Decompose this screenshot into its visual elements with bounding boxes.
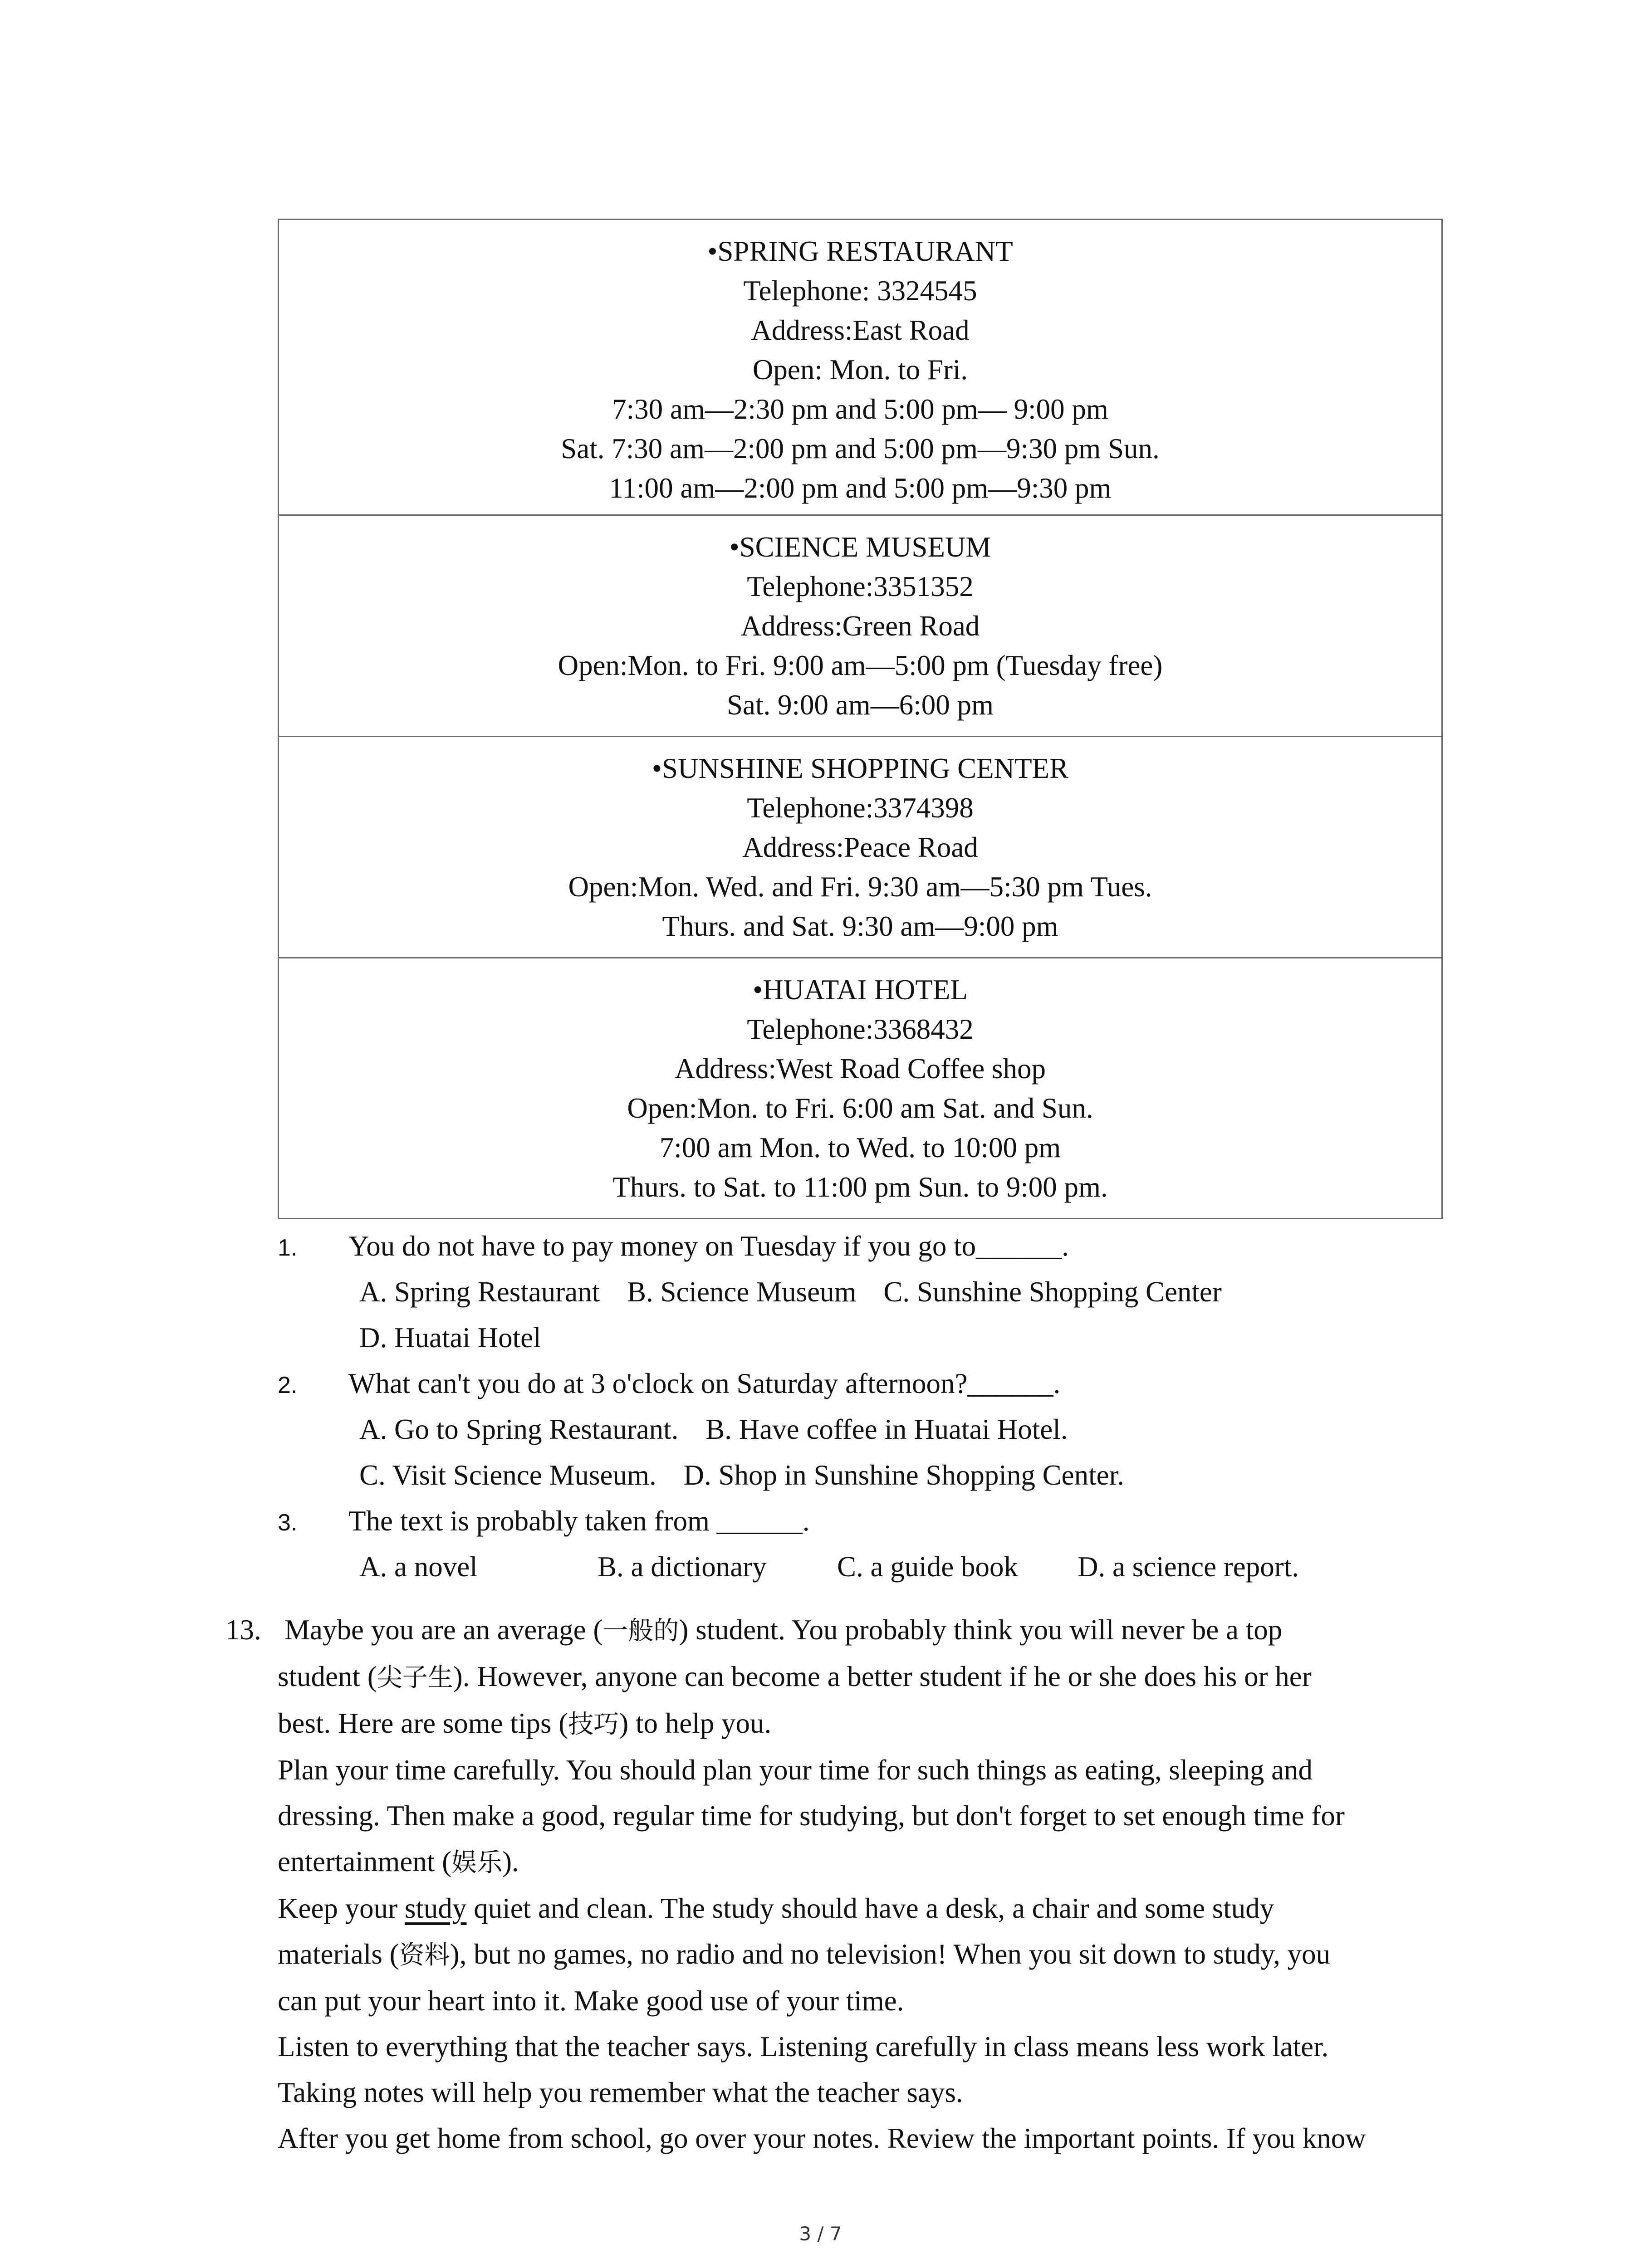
listing-cell xyxy=(279,220,1442,515)
question-2 xyxy=(278,1361,1457,1498)
listing-hours-line: Thurs. and Sat. 9:30 am—9:00 pm xyxy=(662,910,1058,942)
question-number: 3. xyxy=(278,1510,298,1536)
listing-open: Open: Mon. to Fri. xyxy=(752,354,968,386)
option: A. Go to Spring Restaurant. xyxy=(359,1413,679,1445)
passage-line xyxy=(278,1654,1460,1701)
question-text: What can't you do at 3 o'clock on Saturday afternoon?______. xyxy=(348,1368,1061,1399)
passage-line xyxy=(278,1886,1460,1931)
option-line xyxy=(359,1315,1457,1361)
option: A. Spring Restaurant xyxy=(359,1276,600,1308)
passage-line xyxy=(278,1701,1460,1747)
passage-line xyxy=(278,1839,1460,1886)
question-text: You do not have to pay money on Tuesday if you go to______. xyxy=(348,1230,1069,1262)
text-run: Keep your xyxy=(278,1892,405,1924)
places-info-table xyxy=(278,219,1443,1219)
listing-telephone: Telephone: 3324545 xyxy=(743,275,977,307)
reading-passage xyxy=(225,1607,1460,2161)
text-run: ), but no games, no radio and no television! When you sit down to study, you xyxy=(450,1938,1331,1970)
listing-name: •SCIENCE MUSEUM xyxy=(729,531,991,563)
question-list xyxy=(278,1223,1457,1590)
question-number: 2. xyxy=(278,1372,298,1398)
listing-cell xyxy=(279,737,1442,958)
passage-line: After you get home from school, go over your notes. Review the important points. If you know xyxy=(278,2122,1366,2154)
listing-open: Open:Mon. Wed. and Fri. 9:30 am—5:30 pm Tues. xyxy=(568,871,1152,903)
option: D. Shop in Sunshine Shopping Center. xyxy=(683,1459,1124,1491)
text-run: best. Here are some tips ( xyxy=(278,1707,568,1739)
text-run: ). xyxy=(502,1846,519,1877)
gloss: 资料 xyxy=(399,1941,450,1970)
passage-line: Plan your time carefully. You should plan your time for such things as eating, sleeping and xyxy=(278,1754,1313,1786)
text-run: student ( xyxy=(278,1661,377,1692)
text-run: ) to help you. xyxy=(619,1707,772,1739)
listing-name: •SUNSHINE SHOPPING CENTER xyxy=(652,753,1069,784)
listing-telephone: Telephone:3351352 xyxy=(747,571,974,602)
question-text: The text is probably taken from ______. xyxy=(348,1505,810,1537)
passage-line xyxy=(278,1607,1460,1654)
text-run: quiet and clean. The study should have a desk, a chair and some study xyxy=(466,1892,1274,1924)
listing-hours-line: 7:00 am Mon. to Wed. to 10:00 pm xyxy=(659,1132,1061,1163)
listing-science-museum xyxy=(279,515,1442,737)
listing-cell xyxy=(279,515,1442,737)
listing-huatai-hotel xyxy=(279,958,1442,1219)
option: B. Science Museum xyxy=(627,1276,857,1308)
passage-line: Taking notes will help you remember what the teacher says. xyxy=(278,2077,963,2108)
listing-address: Address:Green Road xyxy=(740,610,980,642)
option: C. a guide book xyxy=(837,1551,1018,1583)
option: D. Huatai Hotel xyxy=(359,1322,541,1354)
text-run: Maybe you are an average ( xyxy=(284,1614,603,1646)
listing-name: •HUATAI HOTEL xyxy=(753,974,968,1006)
option-line xyxy=(359,1407,1457,1452)
option: C. Sunshine Shopping Center xyxy=(883,1276,1222,1308)
question-number: 1. xyxy=(278,1235,298,1261)
listing-open: Open:Mon. to Fri. 9:00 am—5:00 pm (Tuesday free) xyxy=(558,650,1163,681)
listing-hours-line: Sat. 7:30 am—2:00 pm and 5:00 pm—9:30 pm Sun. xyxy=(561,433,1160,464)
passage-number: 13. xyxy=(225,1614,261,1646)
option-line xyxy=(359,1544,1457,1590)
listing-sunshine-shopping-center xyxy=(279,737,1442,958)
option-line xyxy=(359,1452,1457,1498)
listing-open: Open:Mon. to Fri. 6:00 am Sat. and Sun. xyxy=(627,1092,1093,1124)
gloss: 技巧 xyxy=(568,1710,619,1739)
listing-address: Address:Peace Road xyxy=(742,831,978,863)
underlined-word: study xyxy=(404,1892,467,1924)
listing-hours-line: Thurs. to Sat. to 11:00 pm Sun. to 9:00 pm. xyxy=(612,1171,1108,1203)
gloss: 一般的 xyxy=(603,1616,679,1646)
passage-line: can put your heart into it. Make good use of your time. xyxy=(278,1985,904,2017)
option: B. a dictionary xyxy=(598,1551,767,1583)
page-number: 3 / 7 xyxy=(799,2223,842,2245)
listing-telephone: Telephone:3368432 xyxy=(747,1013,974,1045)
question-1 xyxy=(278,1223,1457,1361)
option-line xyxy=(359,1269,1457,1315)
passage-line: dressing. Then make a good, regular time for studying, but don't forget to set enough time for xyxy=(278,1800,1345,1832)
listing-hours-line: 11:00 am—2:00 pm and 5:00 pm—9:30 pm xyxy=(609,472,1112,504)
option: D. a science report. xyxy=(1078,1551,1299,1583)
passage-line xyxy=(278,1931,1460,1978)
listing-address: Address:West Road Coffee shop xyxy=(675,1053,1046,1085)
listing-spring-restaurant xyxy=(279,220,1442,515)
text-run: materials ( xyxy=(278,1938,399,1970)
question-3 xyxy=(278,1498,1457,1590)
listing-name: •SPRING RESTAURANT xyxy=(707,235,1013,267)
passage-line: Listen to everything that the teacher says. Listening carefully in class means less work later. xyxy=(278,2031,1329,2063)
text-run: ). However, anyone can become a better student if he or she does his or her xyxy=(453,1661,1312,1692)
text-run: entertainment ( xyxy=(278,1846,452,1877)
listing-telephone: Telephone:3374398 xyxy=(747,792,974,824)
listing-hours-line: Sat. 9:00 am—6:00 pm xyxy=(727,689,994,721)
gloss: 尖子生 xyxy=(377,1663,453,1692)
option: B. Have coffee in Huatai Hotel. xyxy=(705,1413,1068,1445)
passage-body xyxy=(278,1607,1460,2161)
text-run: ) student. You probably think you will never be a top xyxy=(679,1614,1283,1646)
option: A. a novel xyxy=(359,1551,478,1583)
listing-hours-line: 7:30 am—2:30 pm and 5:00 pm— 9:00 pm xyxy=(612,393,1108,425)
option: C. Visit Science Museum. xyxy=(359,1459,656,1491)
listing-address: Address:East Road xyxy=(751,314,970,346)
gloss: 娱乐 xyxy=(451,1848,503,1877)
listing-cell xyxy=(279,958,1442,1219)
